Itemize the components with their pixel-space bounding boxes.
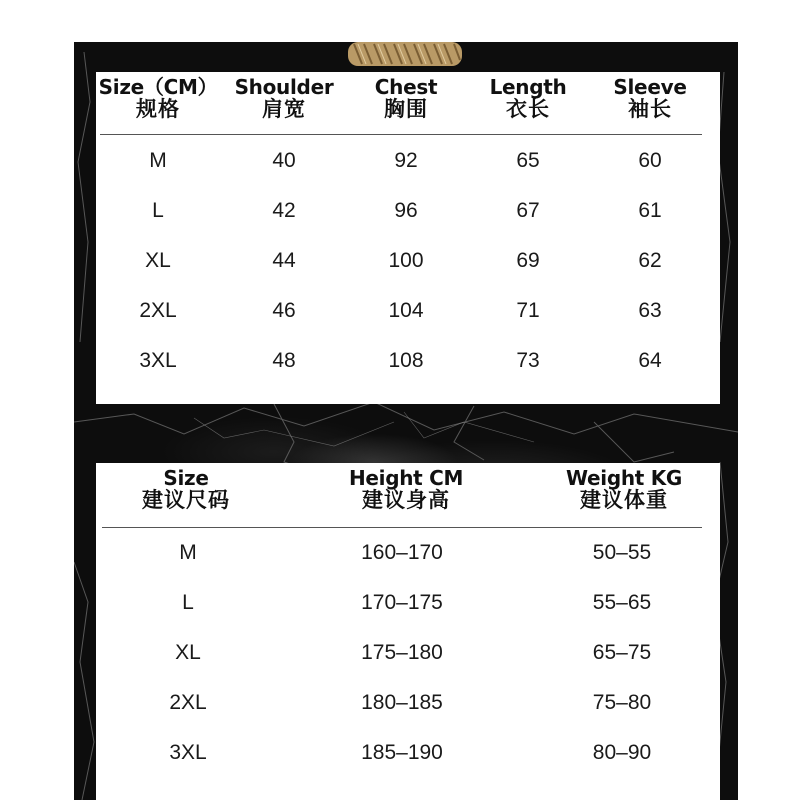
cell-shoulder: 46 bbox=[272, 299, 296, 322]
cell-chest: 100 bbox=[388, 249, 424, 272]
header-recommended-size-zh: 建议尺码 bbox=[142, 488, 230, 512]
header-shoulder-zh: 肩宽 bbox=[262, 97, 306, 121]
header-shoulder bbox=[230, 76, 338, 120]
header-height bbox=[326, 467, 486, 511]
cell-weight: 75–80 bbox=[592, 691, 652, 714]
cell-size: 3XL bbox=[139, 349, 177, 372]
cell-height: 170–175 bbox=[361, 591, 443, 614]
cell-size: XL bbox=[175, 641, 201, 664]
header-size-zh: 规格 bbox=[136, 97, 180, 121]
cell-chest: 96 bbox=[394, 199, 418, 222]
header-divider bbox=[102, 527, 702, 528]
header-size-en: Size（CM） bbox=[98, 75, 218, 99]
header-divider bbox=[100, 134, 702, 135]
cell-length: 69 bbox=[516, 249, 540, 272]
cell-size: 2XL bbox=[169, 691, 207, 714]
cell-shoulder: 48 bbox=[272, 349, 296, 372]
header-length-zh: 衣长 bbox=[506, 97, 550, 121]
cell-size: L bbox=[182, 591, 194, 614]
cell-chest: 92 bbox=[394, 149, 418, 172]
header-size bbox=[96, 76, 220, 120]
cell-size: M bbox=[149, 149, 167, 172]
header-height-en: Height CM bbox=[348, 466, 464, 490]
cell-weight: 50–55 bbox=[592, 541, 652, 564]
size-measurement-table bbox=[96, 72, 720, 404]
cell-sleeve: 61 bbox=[638, 199, 662, 222]
cell-chest: 108 bbox=[388, 349, 424, 372]
cell-height: 180–185 bbox=[361, 691, 443, 714]
cell-sleeve: 62 bbox=[638, 249, 662, 272]
header-height-zh: 建议身高 bbox=[362, 488, 450, 512]
cell-weight: 55–65 bbox=[592, 591, 652, 614]
header-chest-en: Chest bbox=[374, 75, 438, 99]
size-recommendation-table bbox=[96, 463, 720, 800]
cell-sleeve: 63 bbox=[638, 299, 662, 322]
header-length-en: Length bbox=[489, 75, 567, 99]
cell-sleeve: 60 bbox=[638, 149, 662, 172]
header-recommended-size bbox=[114, 467, 258, 511]
header-sleeve-en: Sleeve bbox=[613, 75, 687, 99]
cell-height: 175–180 bbox=[361, 641, 443, 664]
cell-length: 71 bbox=[516, 299, 540, 322]
cell-size: XL bbox=[145, 249, 171, 272]
header-shoulder-en: Shoulder bbox=[234, 75, 334, 99]
cell-length: 67 bbox=[516, 199, 540, 222]
cell-weight: 65–75 bbox=[592, 641, 652, 664]
header-weight-zh: 建议体重 bbox=[580, 488, 668, 512]
cell-length: 65 bbox=[516, 149, 540, 172]
cell-weight: 80–90 bbox=[592, 741, 652, 764]
header-length bbox=[478, 76, 578, 120]
header-chest-zh: 胸围 bbox=[384, 97, 428, 121]
cell-chest: 104 bbox=[388, 299, 424, 322]
cell-size: L bbox=[152, 199, 164, 222]
cell-shoulder: 44 bbox=[272, 249, 296, 272]
header-weight bbox=[544, 467, 704, 511]
cell-shoulder: 42 bbox=[272, 199, 296, 222]
header-weight-en: Weight KG bbox=[565, 466, 683, 490]
rope-hanger bbox=[346, 36, 464, 72]
cell-length: 73 bbox=[516, 349, 540, 372]
header-chest bbox=[356, 76, 456, 120]
cell-size: M bbox=[179, 541, 197, 564]
header-sleeve-zh: 袖长 bbox=[628, 97, 672, 121]
header-sleeve bbox=[600, 76, 700, 120]
cell-height: 185–190 bbox=[361, 741, 443, 764]
header-recommended-size-en: Size bbox=[163, 466, 209, 490]
cell-sleeve: 64 bbox=[638, 349, 662, 372]
cell-height: 160–170 bbox=[361, 541, 443, 564]
cell-shoulder: 40 bbox=[272, 149, 296, 172]
cell-size: 2XL bbox=[139, 299, 177, 322]
cell-size: 3XL bbox=[169, 741, 207, 764]
